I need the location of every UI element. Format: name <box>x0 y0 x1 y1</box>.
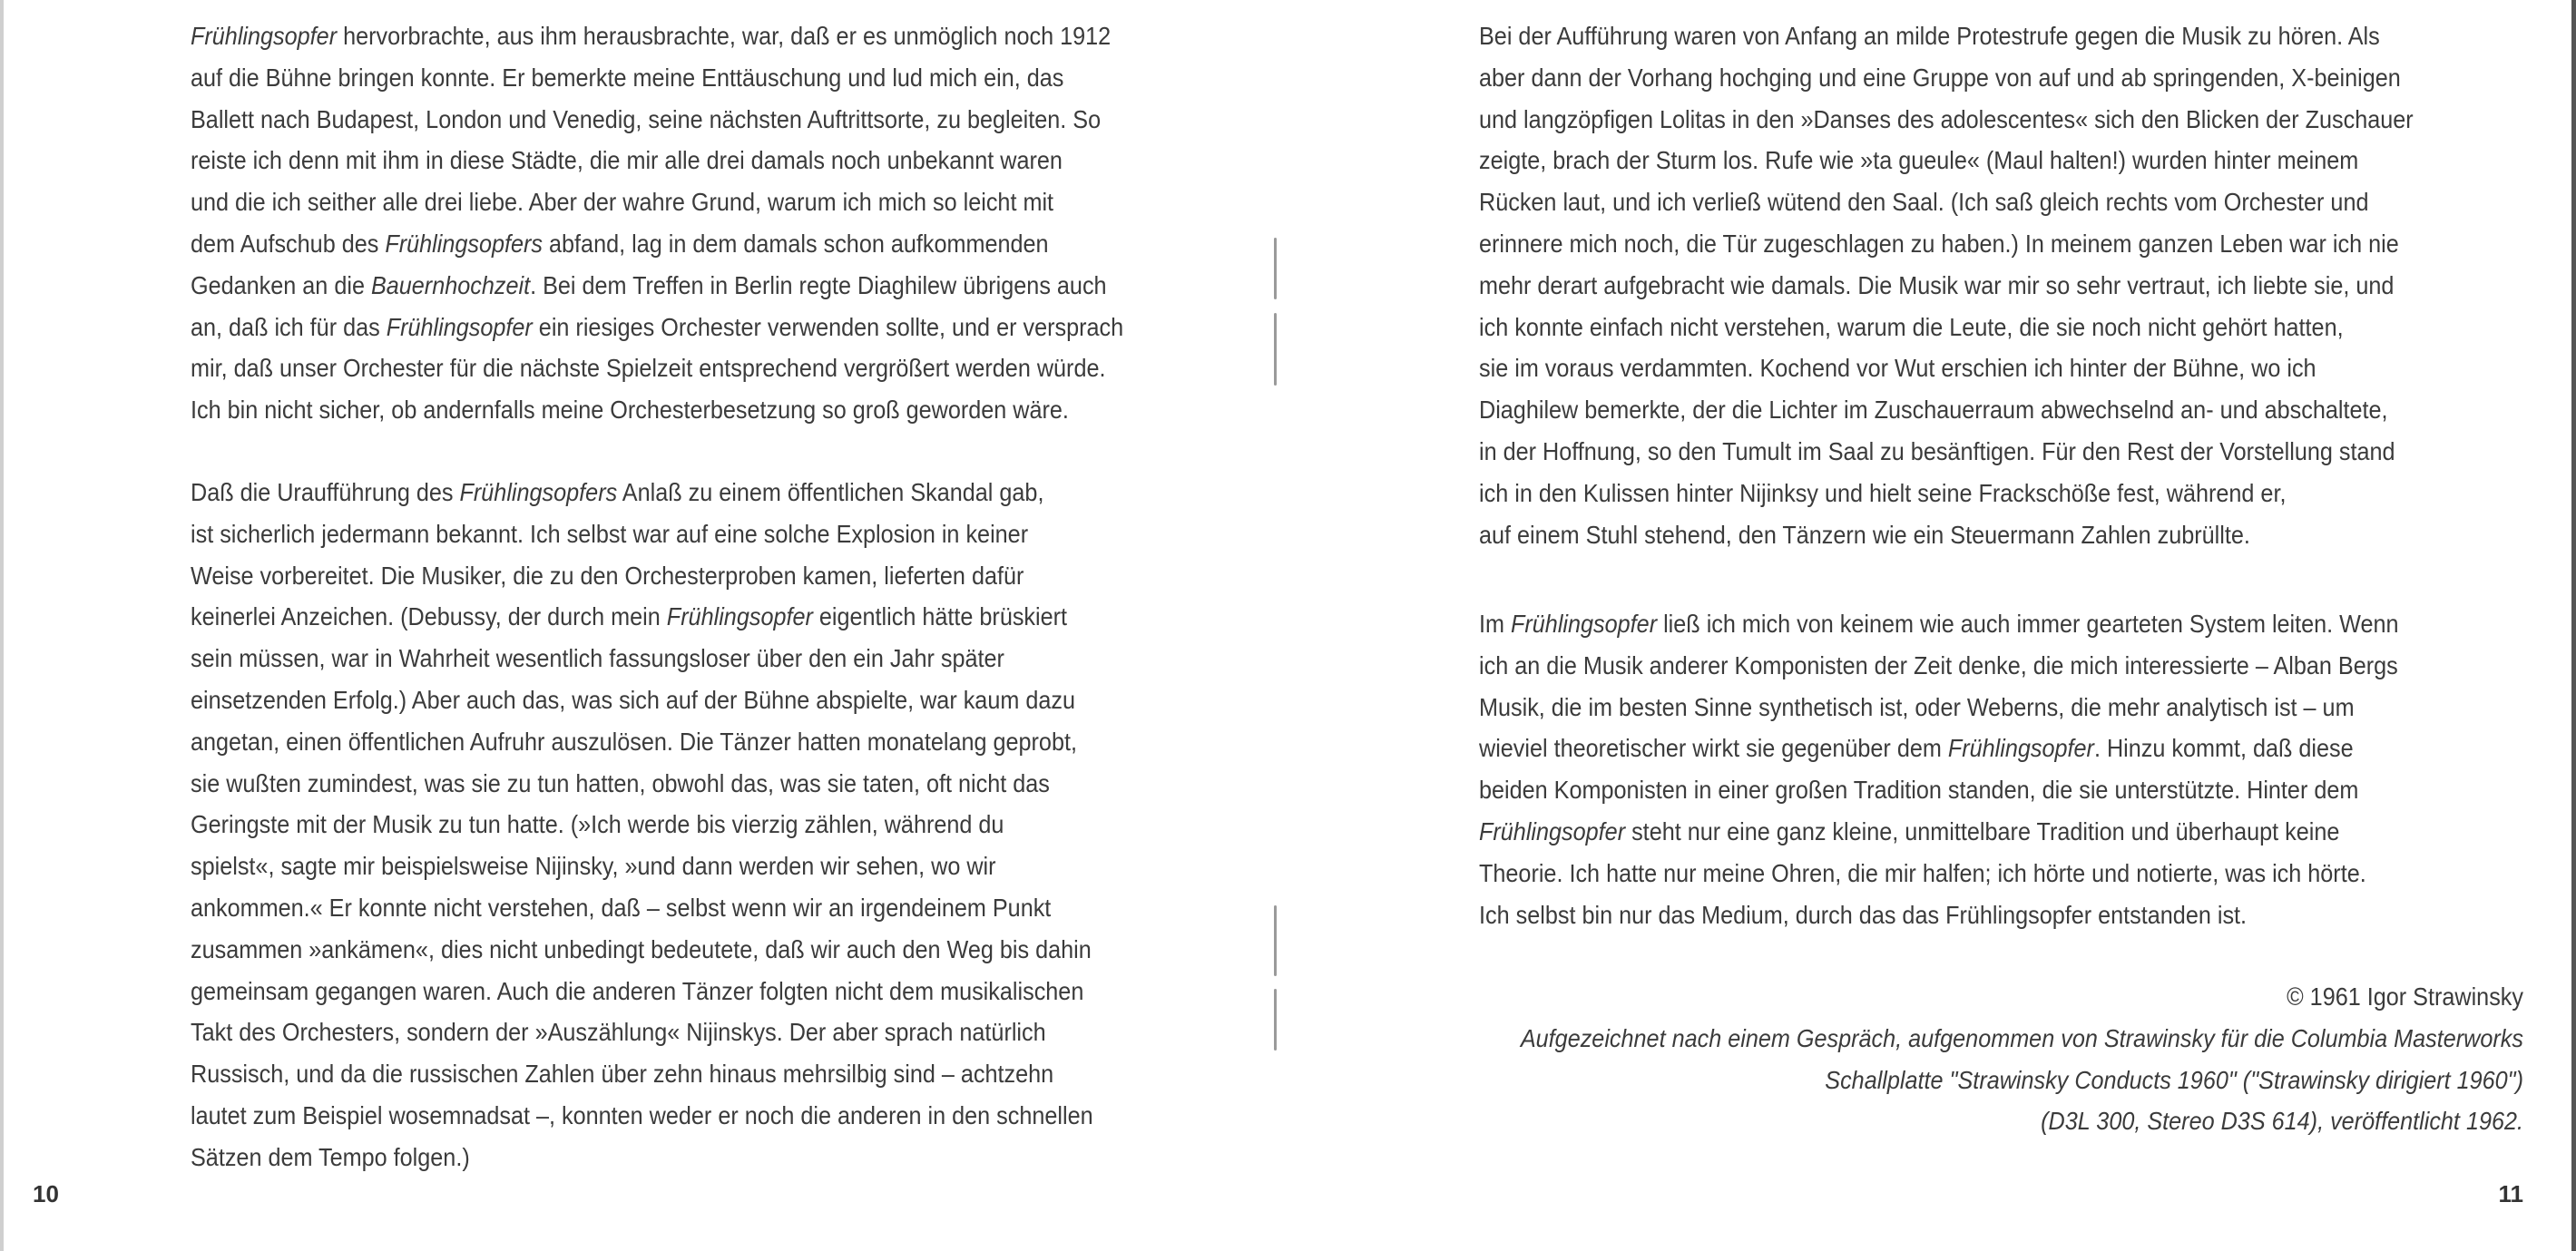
text-line <box>1479 514 2414 556</box>
text-line <box>191 57 1123 99</box>
italic-text: Bauernhochzeit <box>370 270 531 299</box>
text: reiste ich denn mit ihm in diese Städte, die mir alle drei damals noch unbekannt waren <box>191 146 1063 175</box>
text-line <box>1479 645 2399 687</box>
text: sein müssen, war in Wahrheit wesentlich fassungsloser über den ein Jahr später <box>191 644 1004 673</box>
text-line <box>191 223 1123 265</box>
text-line <box>1462 976 2523 1018</box>
text-line <box>191 1095 1093 1137</box>
text: Anlaß zu einem öffentlichen Skandal gab, <box>617 478 1044 506</box>
text: und langzöpfigen Lolitas in den »Danses des adolescentes« sich den Blicken der Zuschauer <box>1479 104 2414 133</box>
text-line <box>1479 728 2399 769</box>
text: sie im voraus verdammten. Kochend vor Wut erschien ich hinter der Bühne, wo ich <box>1479 354 2316 383</box>
italic-text: Frühlingsopfer <box>386 312 533 341</box>
text-line <box>191 971 1093 1012</box>
text: an, daß ich für das <box>191 312 387 341</box>
text: ankommen.« Er konnte nicht verstehen, daß – selbst wenn wir an irgendeinem Punkt <box>191 893 1052 922</box>
text-line <box>191 1012 1093 1053</box>
text: dem Aufschub des <box>191 229 386 258</box>
text: angetan, einen öffentlichen Aufruhr auszulösen. Die Tänzer hatten monatelang geprobt, <box>191 727 1077 756</box>
text: einsetzenden Erfolg.) Aber auch das, was sich auf der Bühne abspielte, war kaum dazu <box>191 685 1075 714</box>
text: eigentlich hätte brüskiert <box>812 602 1068 631</box>
text: Ballett nach Budapest, London und Venedig, seine nächsten Auftrittsorte, zu begleiten. So <box>191 104 1102 133</box>
italic-text: Frühlingsopfer <box>1947 734 2094 763</box>
text-line <box>191 307 1123 348</box>
staple-mark <box>1274 905 1277 976</box>
italic-text: Frühlingsopfers <box>459 478 618 506</box>
italic-text: Frühlingsopfer <box>666 602 813 631</box>
text-line <box>1462 1018 2523 1060</box>
text-line <box>191 181 1123 223</box>
italic-text: Frühlingsopfers <box>385 229 544 258</box>
text: wieviel theoretischer wirkt sie gegenüber dem <box>1479 734 1948 763</box>
text-line <box>191 513 1093 555</box>
text-line <box>1479 769 2399 811</box>
text-line <box>191 596 1093 638</box>
text-line <box>1479 389 2414 431</box>
text-line <box>191 389 1123 431</box>
text: Takt des Orchesters, sondern der »Auszählung« Nijinskys. Der aber sprach natürlich <box>191 1018 1046 1047</box>
right-paragraph-2 <box>1479 603 2501 935</box>
text: Weise vorbereitet. Die Musiker, die zu den Orchesterproben kamen, lieferten dafür <box>191 561 1024 590</box>
text: Daß die Uraufführung des <box>191 478 460 506</box>
italic-text: Frühlingsopfer <box>1511 610 1658 638</box>
text-line <box>1479 57 2414 99</box>
text-line <box>191 1137 1093 1178</box>
text: Geringste mit der Musik zu tun hatte. (»Ich werde bis vierzig zählen, während du <box>191 810 1004 839</box>
text: mir, daß unser Orchester für die nächste Spielzeit entsprechend vergrößert werden würde. <box>191 354 1106 383</box>
staple-mark <box>1274 989 1277 1051</box>
text: Musik, die im besten Sinne synthetisch ist, oder Weberns, die mehr analytisch ist – um <box>1479 692 2355 721</box>
text-line <box>191 804 1093 845</box>
text: sie wußten zumindest, was sie zu tun hatten, obwohl das, was sie taten, oft nicht das <box>191 768 1050 797</box>
italic-text: Frühlingsopfer <box>1479 816 1626 845</box>
text: auf einem Stuhl stehend, den Tänzern wie ein Steuermann Zahlen zubrüllte. <box>1479 520 2250 549</box>
text-line <box>1479 811 2399 853</box>
text: ein riesiges Orchester verwenden sollte, und er versprach <box>532 312 1124 341</box>
text-line <box>191 1053 1093 1095</box>
text: auf die Bühne bringen konnte. Er bemerkte meine Enttäuschung und lud mich ein, das <box>191 63 1064 92</box>
text-line <box>1479 307 2414 348</box>
italic-text: (D3L 300, Stereo D3S 614), veröffentlicht 1962. <box>2041 1107 2523 1136</box>
text-line <box>1479 603 2399 645</box>
text: ich konnte einfach nicht verstehen, warum die Leute, die sie noch nicht gehört hatten, <box>1479 312 2344 341</box>
text: in der Hoffnung, so den Tumult im Saal zu besänftigen. Für den Rest der Vorstellung stand <box>1479 436 2395 465</box>
scan-edge <box>2571 0 2576 1251</box>
left-paragraph-1 <box>191 15 1227 431</box>
text-line <box>191 887 1093 929</box>
text: erinnere mich noch, die Tür zugeschlagen zu haben.) In meinem ganzen Leben war ich nie <box>1479 229 2399 258</box>
text-line <box>1479 853 2399 894</box>
right-paragraph-1 <box>1479 15 2517 555</box>
text: Im <box>1479 610 1512 638</box>
text-line <box>1479 431 2414 473</box>
text: zeigte, brach der Sturm los. Rufe wie »ta gueule« (Maul halten!) wurden hinter meinem <box>1479 146 2359 175</box>
text-line <box>191 140 1123 181</box>
text-line <box>1479 99 2414 141</box>
text-line <box>191 721 1093 763</box>
text: Theorie. Ich hatte nur meine Ohren, die mir halfen; ich hörte und notierte, was ich hörte. <box>1479 858 2366 887</box>
text: und die ich seither alle drei liebe. Aber der wahre Grund, warum ich mich so leicht mit <box>191 188 1054 217</box>
text: Gedanken an die <box>191 270 371 299</box>
text-line <box>191 763 1093 805</box>
text: Rücken laut, und ich verließ wütend den Saal. (Ich saß gleich rechts vom Orchester und <box>1479 188 2369 217</box>
text-line <box>1479 265 2414 307</box>
text-line <box>1479 223 2414 265</box>
text: Russisch, und da die russischen Zahlen über zehn hinaus mehrsilbig sind – achtzehn <box>191 1060 1054 1089</box>
text: . Hinzu kommt, daß diese <box>2093 734 2354 763</box>
text-line <box>1479 894 2399 936</box>
text: ich an die Musik anderer Komponisten der Zeit denke, die mich interessierte – Alban Bergs <box>1479 650 2398 679</box>
text-line <box>1479 140 2414 181</box>
text: © 1961 Igor Strawinsky <box>2287 982 2523 1011</box>
text-line <box>1479 687 2399 728</box>
text-line <box>191 265 1123 307</box>
italic-text: Schallplatte "Strawinsky Conducts 1960" ("Strawinsky dirigiert 1960") <box>1825 1065 2523 1094</box>
text-line <box>191 845 1093 887</box>
italic-text: Aufgezeichnet nach einem Gespräch, aufgenommen von Strawinsky für die Columbia Masterworks <box>1520 1023 2523 1052</box>
italic-text: Frühlingsopfer <box>191 22 338 50</box>
text: abfand, lag in dem damals schon aufkommenden <box>543 229 1049 258</box>
text: aber dann der Vorhang hochging und eine Gruppe von auf und ab springenden, X-beinigen <box>1479 63 2401 92</box>
text-line <box>1479 347 2414 389</box>
text: gemeinsam gegangen waren. Auch die anderen Tänzer folgten nicht dem musikalischen <box>191 976 1084 1005</box>
page-number-left: 10 <box>33 1180 59 1207</box>
text-line <box>191 638 1093 679</box>
page-number-right: 11 <box>2498 1180 2523 1207</box>
text: Ich selbst bin nur das Medium, durch das das Frühlingsopfer entstanden ist. <box>1479 900 2248 929</box>
text-line <box>1479 181 2414 223</box>
text: mehr derart aufgebracht wie damals. Die Musik war mir so sehr vertraut, ich liebte sie, und <box>1479 270 2395 299</box>
text: ließ ich mich von keinem wie auch immer gearteten System leiten. Wenn <box>1657 610 2399 638</box>
text: keinerlei Anzeichen. (Debussy, der durch mein <box>191 602 667 631</box>
staple-mark <box>1274 313 1277 386</box>
credits-block <box>1344 976 2523 1142</box>
text-line <box>191 472 1093 513</box>
text: ist sicherlich jedermann bekannt. Ich selbst war auf eine solche Explosion in keiner <box>191 519 1029 548</box>
text: Sätzen dem Tempo folgen.) <box>191 1142 470 1171</box>
text-line <box>1462 1100 2523 1142</box>
text-line <box>191 99 1123 141</box>
scan-edge <box>0 0 4 1251</box>
text: spielst«, sagte mir beispielsweise Nijinsky, »und dann werden wir sehen, wo wir <box>191 852 996 881</box>
text-line <box>191 347 1123 389</box>
text: lautet zum Beispiel wosemnadsat –, konnten weder er noch die anderen in den schnellen <box>191 1100 1093 1129</box>
text: Ich bin nicht sicher, ob andernfalls meine Orchesterbesetzung so groß geworden wäre. <box>191 396 1069 425</box>
text-line <box>1462 1060 2523 1101</box>
text-line <box>191 929 1093 971</box>
text: Diaghilew bemerkte, der die Lichter im Zuschauerraum abwechselnd an- und abschaltete, <box>1479 396 2388 425</box>
text-line <box>191 679 1093 721</box>
text: beiden Komponisten in einer großen Tradition standen, die sie unterstützte. Hinter dem <box>1479 776 2359 805</box>
text-line <box>191 555 1093 597</box>
text: . Bei dem Treffen in Berlin regte Diaghilew übrigens auch <box>530 270 1107 299</box>
text-line <box>1479 15 2414 57</box>
text: ich in den Kulissen hinter Nijinksy und hielt seine Frackschöße fest, während er, <box>1479 478 2287 507</box>
text-line <box>191 15 1123 57</box>
text: hervorbrachte, aus ihm herausbrachte, war, daß er es unmöglich noch 1912 <box>337 22 1112 50</box>
text: zusammen »ankämen«, dies nicht unbedingt bedeutete, daß wir auch den Weg bis dahin <box>191 934 1092 963</box>
text: steht nur eine ganz kleine, unmittelbare Tradition und überhaupt keine <box>1625 816 2340 845</box>
staple-mark <box>1274 238 1277 299</box>
text: Bei der Aufführung waren von Anfang an milde Protestrufe gegen die Musik zu hören. Als <box>1479 22 2380 50</box>
text-line <box>1479 473 2414 514</box>
left-paragraph-2 <box>191 472 1193 1178</box>
